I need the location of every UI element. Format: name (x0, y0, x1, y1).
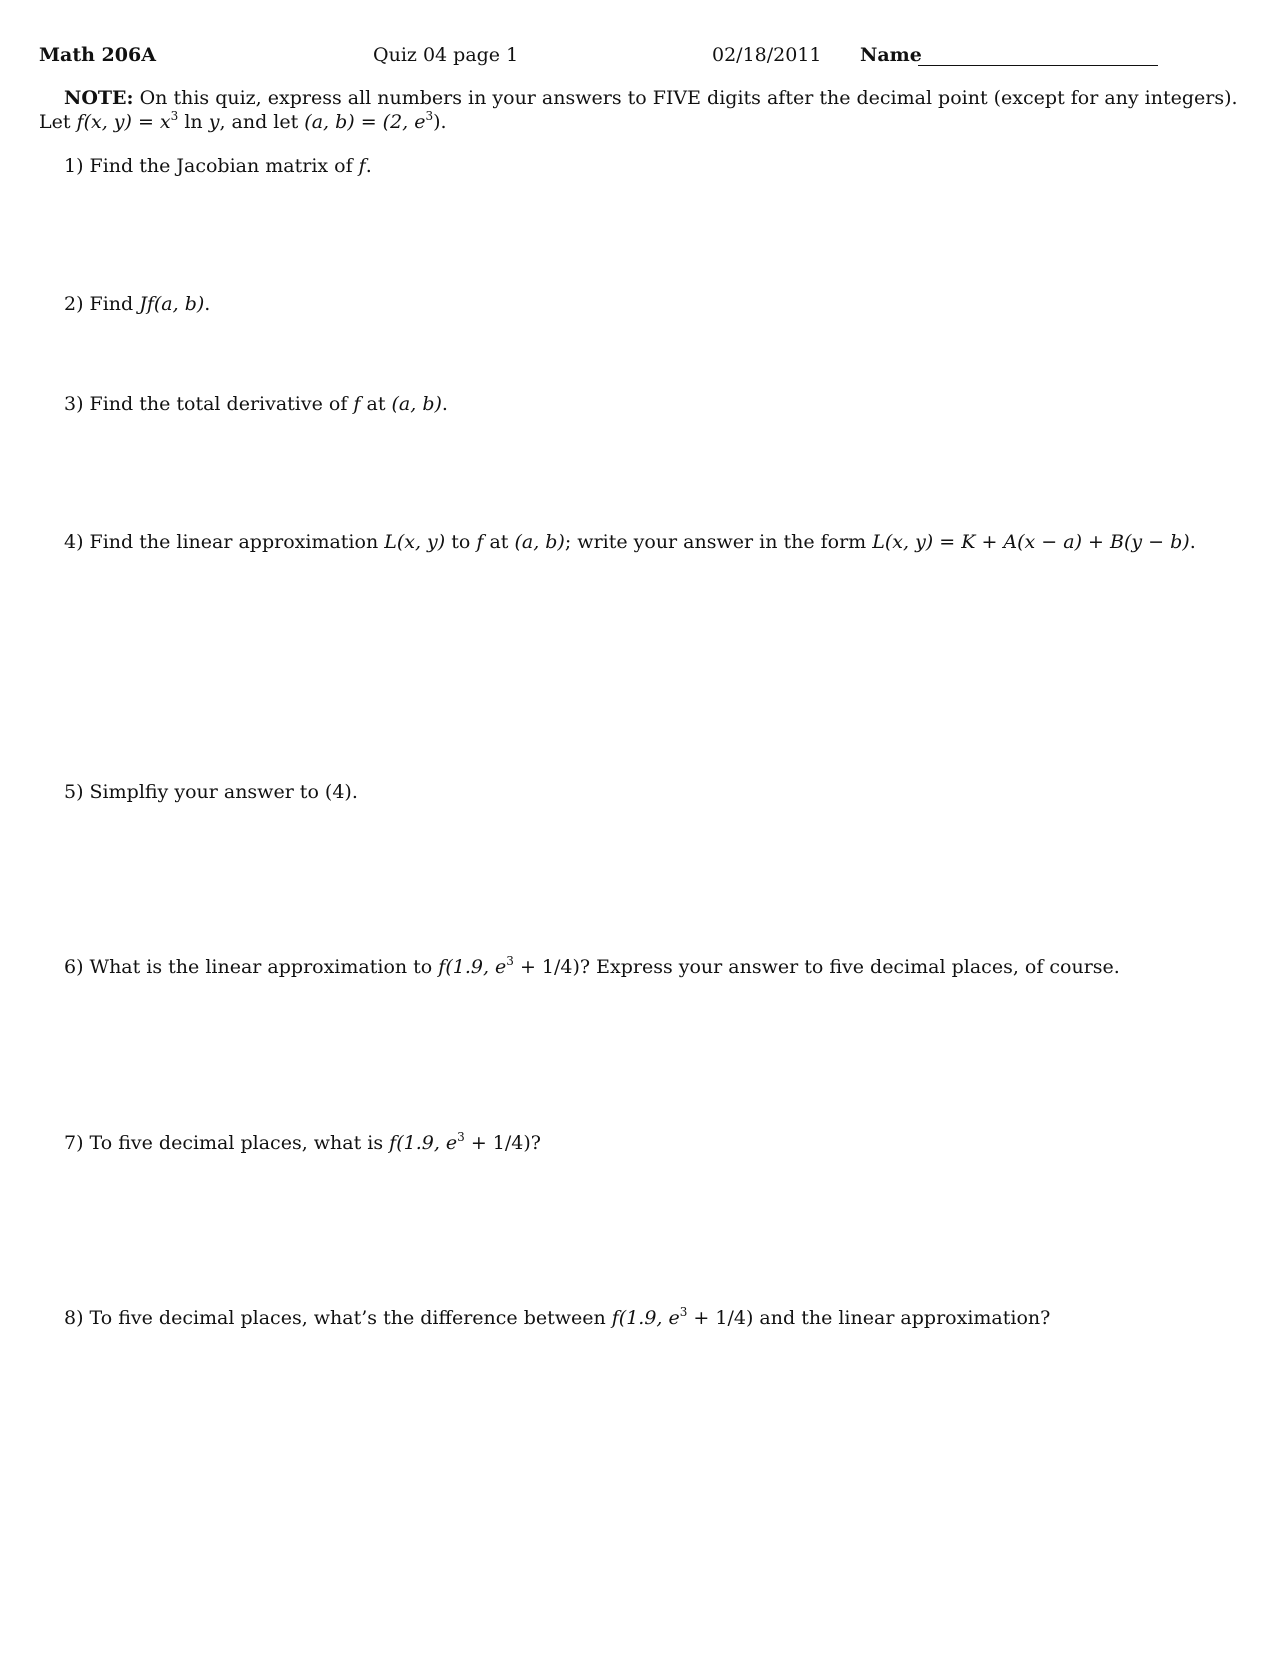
def-function: f(x, y) = x (76, 111, 171, 133)
q3-math-1: f (353, 393, 361, 415)
def-exponent-1: 3 (170, 109, 179, 123)
note-label: NOTE: (64, 87, 134, 109)
q4-math-3: (a, b) (514, 531, 565, 553)
q4-math-4: L(x, y) = K + A(x − a) + B(y − b) (872, 531, 1190, 553)
q2-math: Jf(a, b) (139, 293, 205, 315)
question-7 (64, 1132, 541, 1154)
q4-text-3: at (483, 531, 515, 553)
q8-text: 8) To five decimal places, what’s the difference between (64, 1307, 612, 1329)
def-let: Let (39, 111, 77, 133)
q6-math-2: + 1/4) (513, 956, 580, 978)
q4-post: . (1189, 531, 1196, 553)
q8-exponent: 3 (679, 1305, 688, 1319)
note-text: On this quiz, express all numbers in your answers to FIVE digits after the decimal point (except for any integers). (133, 87, 1238, 109)
q3-math-2: (a, b) (391, 393, 442, 415)
q4-text-4: ; write your answer in the form (564, 531, 873, 553)
q7-math-2: + 1/4) (464, 1132, 531, 1154)
question-8 (64, 1307, 1050, 1329)
q7-text: 7) To five decimal places, what is (64, 1132, 390, 1154)
q1-math: f (358, 155, 366, 177)
function-definition (39, 111, 447, 133)
q7-post: ? (530, 1132, 541, 1154)
q6-text: 6) What is the linear approximation to (64, 956, 439, 978)
q2-post: . (204, 293, 211, 315)
question-3 (64, 393, 448, 415)
question-1 (64, 155, 372, 177)
name-blank-line[interactable] (918, 65, 1158, 66)
q6-post: ? Express your answer to five decimal places, of course. (579, 956, 1120, 978)
q6-math-1: f(1.9, e (438, 956, 507, 978)
q8-post: and the linear approximation? (753, 1307, 1051, 1329)
q3-post: . (441, 393, 448, 415)
q4-math-2: f (476, 531, 484, 553)
q3-text: 3) Find the total derivative of (64, 393, 354, 415)
q4-math-1: L(x, y) (384, 531, 446, 553)
name-label: Name (860, 44, 922, 66)
def-and-let: , and let (219, 111, 305, 133)
q6-exponent: 3 (506, 954, 514, 968)
q3-mid: at (360, 393, 392, 415)
def-y: y (208, 111, 220, 133)
question-2 (64, 293, 210, 315)
q8-math-1: f(1.9, e (611, 1307, 680, 1329)
question-5 (64, 781, 358, 803)
q4-text: 4) Find the linear approximation (64, 531, 385, 553)
q7-exponent: 3 (457, 1130, 465, 1144)
q5-text: 5) Simplfiy your answer to (4). (64, 781, 358, 803)
def-close: ). (433, 111, 447, 133)
question-4 (64, 531, 1196, 553)
q7-math-1: f(1.9, e (389, 1132, 458, 1154)
def-ln: ln (178, 111, 209, 133)
q1-text: 1) Find the Jacobian matrix of (64, 155, 359, 177)
question-6 (64, 956, 1120, 978)
q1-post: . (365, 155, 372, 177)
quiz-page-label: Quiz 04 page 1 (373, 44, 519, 66)
def-exponent-2: 3 (425, 109, 434, 123)
note-paragraph (64, 87, 1238, 109)
course-title: Math 206A (39, 44, 156, 66)
q2-text: 2) Find (64, 293, 140, 315)
def-point: (a, b) = (2, e (304, 111, 426, 133)
quiz-date: 02/18/2011 (712, 44, 822, 66)
q4-text-2: to (445, 531, 477, 553)
q8-math-2: + 1/4) (687, 1307, 754, 1329)
